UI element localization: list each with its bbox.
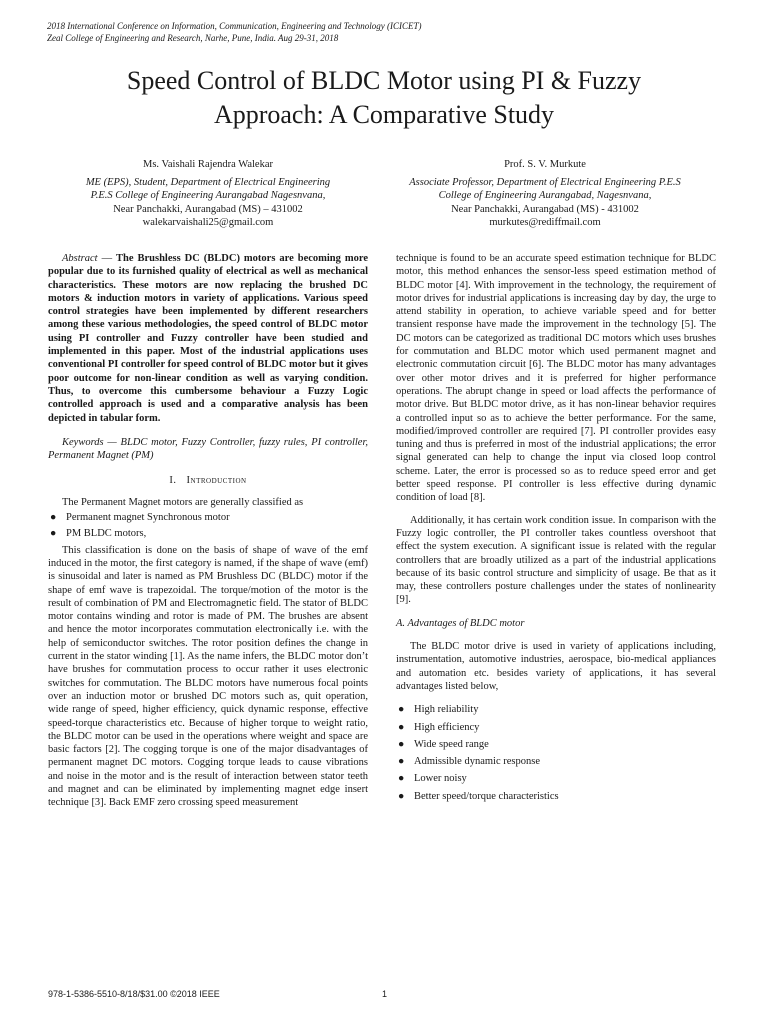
list-item-text: High reliability (414, 704, 479, 716)
bullet-icon: ● (50, 512, 57, 524)
abstract-separator: — (97, 253, 117, 264)
list-item-text: Lower noisy (414, 773, 467, 785)
section-number: I. (169, 475, 177, 487)
author-name: Prof. S. V. Murkute (504, 159, 586, 170)
author-email: walekarvaishali25@gmail.com (142, 217, 274, 229)
bullet-icon: ● (398, 721, 405, 733)
intro-paragraph-1-continued: technique is found to be an accurate speed estimation technique for BLDC motor, this method enhances the sensor-less speed estimation method of BLDC motor [4]. With improvement in the technology, the requirement of motor drives for industrial applications is increasing day by day, the urge to attend stability in operation, to achieve variable speed and for better transient response have made the improvement in the technology [5]. The DC motors can be categorized as traditional DC motors which uses brushes for commutation and BLDC motor which used permanent magnet and electronic commutation circuit [6]. The BLDC motor has many advantages over other motor drives and it is preferred for higher performance operations. The abrupt change in speed or load affects the performance of motor drive. But BLDC motor drive, as it has non-linear behavior requires a controlled input so as to achieve the better performance. For the same, modified/improved controller are required [7]. PI controller provides easy tuning and thus is preferred in most of the industrial applications; the error signal generated can help to change the input via closed loop control scheme. Later, the error is processed so as to reduce speed error and get better speed response. PI controller is less effective during dynamic condition of load [8]. (396, 253, 716, 504)
advantages-paragraph: The BLDC motor drive is used in variety of applications including, instrumentation, automotive industries, aerospace, bio-medical appliances and automation etc. besides variety of applications, it has several advantages listed below, (396, 641, 716, 692)
author-affiliation: ME (EPS), Student, Department of Electrical Engineering (85, 176, 331, 188)
right-column (396, 252, 716, 807)
author-affiliation: College of Engineering Aurangabad, Nagesnvana, (438, 190, 652, 202)
subsection-heading-advantages: A. Advantages of BLDC motor (396, 617, 525, 629)
author-affiliation: P.E.S College of Engineering Aurangabad Nagesnvana, (90, 190, 326, 202)
author-2 (380, 158, 710, 230)
advantages-list (396, 703, 716, 803)
author-address: Near Panchakki, Aurangabad (MS) – 431002 (113, 203, 303, 215)
list-item (48, 527, 368, 540)
title-line-1: Speed Control of BLDC Motor using PI & Fuzzy (126, 66, 642, 95)
conference-line-2: Zeal College of Engineering and Research, Narhe, Pune, India. Aug 29-31, 2018 (47, 33, 339, 43)
title-line-2: Approach: A Comparative Study (213, 100, 555, 129)
paper-title (40, 64, 728, 132)
bullet-icon: ● (398, 738, 405, 750)
list-item (396, 772, 716, 785)
intro-paragraph-2: Additionally, it has certain work condition issue. In comparison with the Fuzzy logic controller, the PI controller takes countless overshoot that effect the system execution. A significant issue is related with the regular controllers that are broadly utilized as a part of the industrial applications because of its basic control structure and simplicity of usage. Be that as it may, these controllers posture challenges under the states of nonlinearity [9]. (396, 514, 716, 606)
footer-copyright: 978-1-5386-5510-8/18/$31.00 ©2018 IEEE (48, 989, 220, 999)
bullet-icon: ● (398, 773, 405, 785)
page-number: 1 (382, 989, 388, 999)
section-title: Introduction (186, 475, 247, 487)
list-item (396, 755, 716, 768)
author-affiliation: Associate Professor, Department of Electrical Engineering P.E.S (409, 176, 681, 188)
keywords-text: — BLDC motor, Fuzzy Controller, fuzzy rules, PI controller, Permanent Magnet (PM) (48, 436, 368, 462)
author-1 (43, 158, 373, 230)
intro-sentence: The Permanent Magnet motors are generally classified as (62, 496, 304, 508)
abstract (48, 252, 368, 425)
author-address: Near Panchakki, Aurangabad (MS) - 431002 (451, 203, 639, 215)
list-item-text: Better speed/torque characteristics (414, 790, 559, 802)
bullet-icon: ● (398, 756, 405, 768)
list-item (48, 511, 368, 524)
bullet-icon: ● (398, 790, 405, 802)
list-item-text: High efficiency (414, 721, 480, 733)
left-column (48, 252, 368, 810)
author-name: Ms. Vaishali Rajendra Walekar (143, 159, 273, 170)
conference-header (47, 20, 727, 44)
list-item (396, 738, 716, 751)
keywords-label: Keywords (62, 436, 104, 448)
list-item (396, 703, 716, 716)
list-item-text: Permanent magnet Synchronous motor (66, 512, 230, 524)
intro-paragraph-1: This classification is done on the basis of shape of wave of the emf induced in the motor, the first category is named, if the shape of wave (emf) is sinusoidal and later is named as PM Brushless DC (BLDC) motor if the shape of emf wave is trapezoidal. The torque/motion of the motor is the result of combination of PM and Electromagnetic field. The stator of BLDC motor contains winding and rotor is made of PM. The brushes are absent and hence the motor incorporates commutation electronically i.e. with the help of semiconductor switches. The rotor position defines the change in current in the stator winding [1]. As the name infers, the BLDC motor don’t have brushes for commutation process to occur rather it uses electronic switches for commutation. The BLDC motors have numerous focal points over an induction motor or brushed DC motors such as, quit operation, wide range of speed, higher efficiency, quick dynamic response, effective speed-torque characteristics etc. Because of higher torque to weight ratio, the BLDC motor can be used in the operations where weight and space are basic factors [2]. The cogging torque is one of the major disadvantages of permanent magnet DC motors. Cogging torque leads to cause vibrations and noise in the motor and is the result of interaction between stator teeth and magnet and can be eliminated by implementing magnet edge insert technique [3]. Back EMF zero crossing speed measurement (48, 544, 368, 809)
bullet-icon: ● (50, 528, 57, 540)
list-item (396, 790, 716, 803)
list-item-text: PM BLDC motors, (66, 528, 147, 540)
list-item-text: Admissible dynamic response (414, 756, 540, 768)
list-item-text: Wide speed range (414, 738, 489, 750)
section-heading-introduction (48, 474, 368, 487)
keywords (48, 436, 368, 463)
conference-line-1: 2018 International Conference on Information, Communication, Engineering and Technology (ICICET) (47, 21, 422, 31)
author-email: murkutes@rediffmail.com (489, 217, 601, 229)
bullet-icon: ● (398, 704, 405, 716)
list-item (396, 721, 716, 734)
abstract-text: The Brushless DC (BLDC) motors are becoming more popular due to its furnished quality of electrical as well as mechanical characteristics. These motors are now replacing the brushed DC motors & induction motors in variety of applications. Various speed control strategies have been implemented by different researchers among these various methodologies, the speed control of BLDC motor using PI controller and Fuzzy controller have been studied and implemented in this paper. Most of the industrial applications uses conventional PI controller for speed control of BLDC motor but it gives poor outcome for non-linear condition as well as varying condition. Thus, to overcome this cumbersome behaviour a Fuzzy Logic controlled approach is used and a comparative analysis has been depicted in tabular form. (48, 253, 368, 424)
abstract-label: Abstract (62, 253, 98, 264)
pm-motor-list (48, 511, 368, 541)
